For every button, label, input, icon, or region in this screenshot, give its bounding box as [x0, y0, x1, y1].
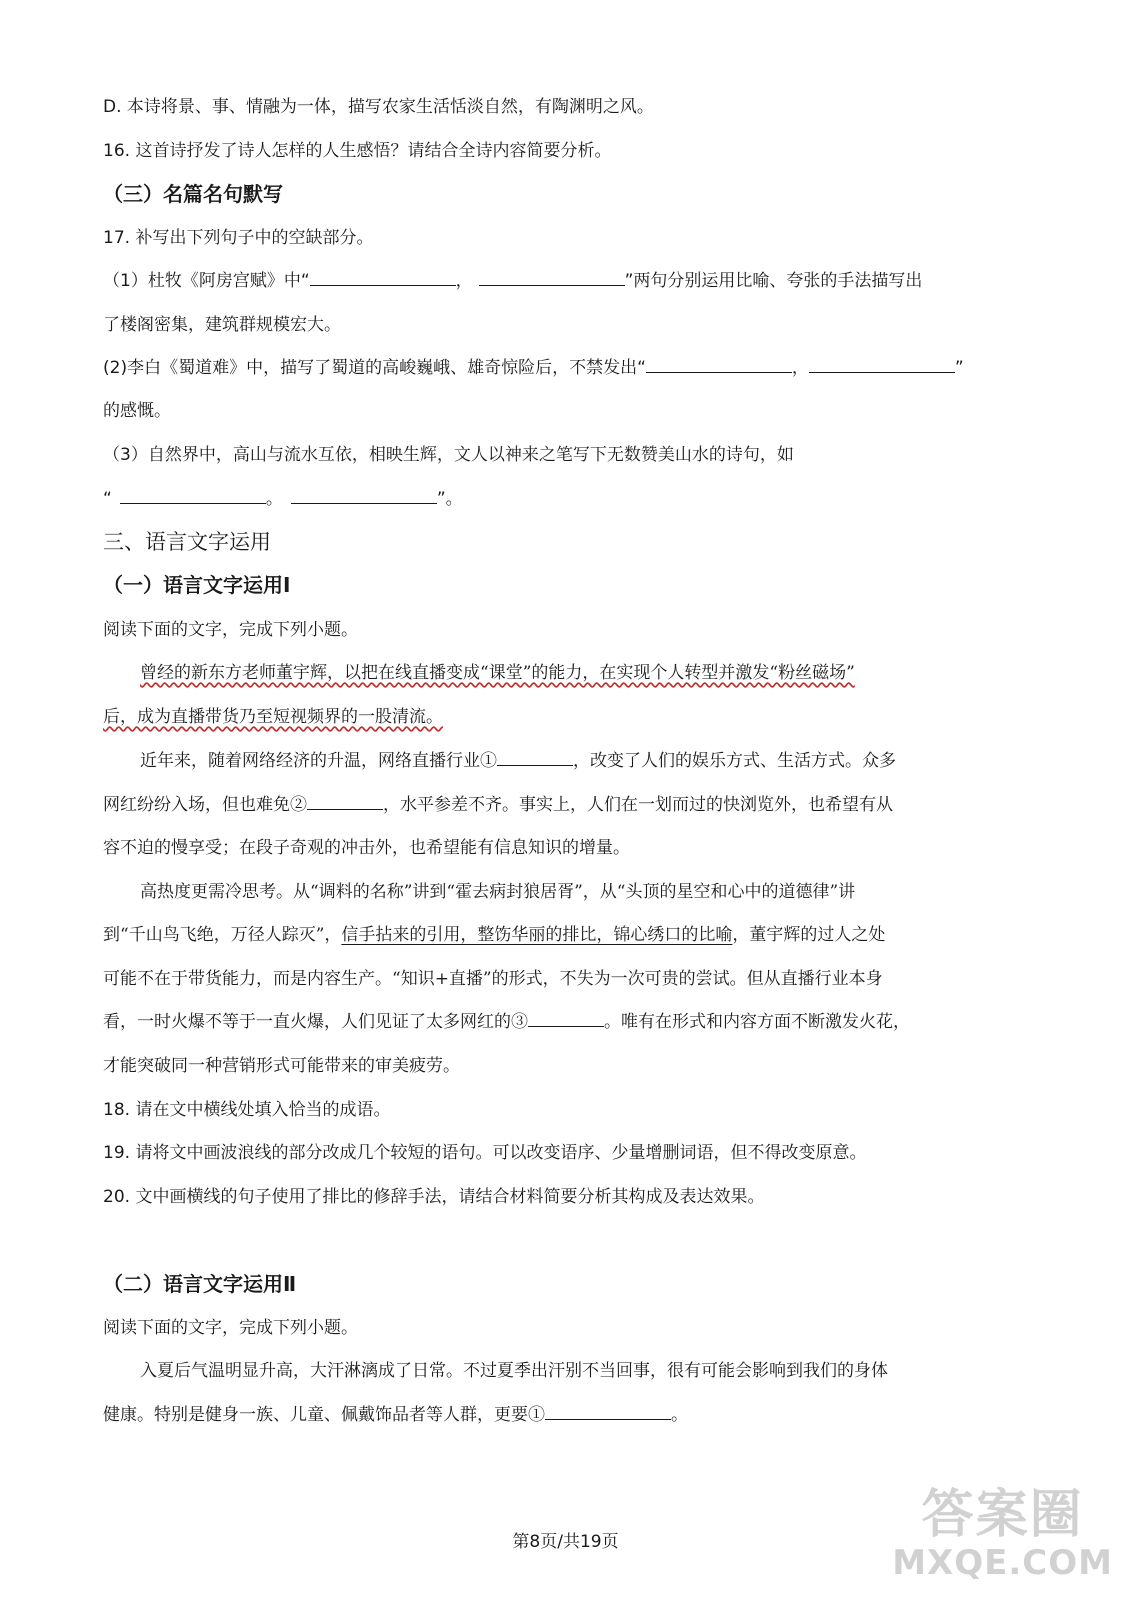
q17-3-sep: 。	[265, 489, 283, 509]
passage-line: 高热度更需冷思考。从“调料的名称”讲到“霍去病封狼居胥”，从“头顶的星空和心中的道德律”讲	[140, 882, 856, 902]
q17-2-text-a: (2)李白《蜀道难》中，描写了蜀道的高峻巍峨、雄奇惊险后，不禁发出“	[103, 358, 646, 378]
question-17-2-line1	[103, 356, 964, 380]
passage-text: ，水平参差不齐。事实上，人们在一划而过的快浏览外，也希望有从	[383, 795, 893, 815]
passage-text: ，董宇辉的过人之处	[732, 925, 886, 945]
q17-2-sep: ，	[791, 358, 809, 378]
passage-line: 容不迫的慢享受；在段子奇观的冲击外，也希望能有信息知识的增量。	[103, 838, 630, 858]
q17-3-open: “	[103, 489, 112, 509]
reading-instruction: 阅读下面的文字，完成下列小题。	[103, 620, 358, 640]
answer-blank[interactable]	[291, 487, 437, 504]
passage-line	[140, 749, 896, 773]
question-19: 19. 请将文中画波浪线的部分改成几个较短的语句。可以改变语序、少量增删词语，但不得改变原意。	[103, 1143, 867, 1163]
question-17-3-line2	[103, 487, 463, 511]
passage-text: ，改变了人们的娱乐方式、生活方式。众多	[573, 751, 896, 771]
q17-2-end: ”	[954, 358, 964, 378]
question-18: 18. 请在文中横线处填入恰当的成语。	[103, 1100, 391, 1120]
answer-blank[interactable]	[120, 487, 266, 504]
passage-text: 。	[671, 1405, 688, 1425]
passage-text: 健康。特别是健身一族、儿童、佩戴饰品者等人群，更要①	[103, 1405, 545, 1425]
question-20: 20. 文中画横线的句子使用了排比的修辞手法，请结合材料简要分析其构成及表达效果。	[103, 1187, 765, 1207]
passage-line: 入夏后气温明显升高，大汗淋漓成了日常。不过夏季出汗别不当回事，很有可能会影响到我们的身体	[140, 1361, 888, 1381]
passage-text: 近年来，随着网络经济的升温，网络直播行业①	[140, 751, 497, 771]
question-17-1-line2: 了楼阁密集，建筑群规模宏大。	[103, 315, 341, 335]
section-heading-famous-lines: （三）名篇名句默写	[103, 182, 283, 206]
question-16: 16. 这首诗抒发了诗人怎样的人生感悟？请结合全诗内容简要分析。	[103, 141, 612, 161]
question-17: 17. 补写出下列句子中的空缺部分。	[103, 228, 374, 248]
q17-1-text-b: ”两句分别运用比喻、夸张的手法描写出	[624, 271, 923, 291]
passage-line: 才能突破同一种营销形式可能带来的审美疲劳。	[103, 1056, 460, 1076]
passage-line	[103, 1403, 688, 1427]
passage-line	[103, 793, 893, 817]
watermark-logo	[892, 1486, 1113, 1582]
answer-blank[interactable]	[646, 356, 792, 373]
question-17-3-line1: （3）自然界中，高山与流水互依，相映生辉，文人以神来之笔写下无数赞美山水的诗句，如	[103, 445, 794, 465]
answer-blank[interactable]	[545, 1403, 671, 1420]
answer-blank[interactable]	[479, 269, 625, 286]
answer-blank[interactable]	[809, 356, 955, 373]
passage-line: 可能不在于带货能力，而是内容生产。“知识+直播”的形式，不失为一次可贵的尝试。但从直播行业本身	[103, 969, 883, 989]
underlined-text: 信手拈来的引用，整饬华丽的排比，锦心绣口的比喻	[341, 925, 733, 945]
passage-text: 。唯有在形式和内容方面不断激发火花，	[604, 1012, 910, 1032]
answer-blank[interactable]	[310, 269, 456, 286]
wavy-underlined-text: 曾经的新东方老师董宇辉，以把在线直播变成“课堂”的能力，在实现个人转型并激发“粉丝磁场”	[140, 663, 855, 683]
section-heading-language-1: （一）语言文字运用Ⅰ	[103, 573, 291, 597]
question-17-2-line2: 的感慨。	[103, 401, 171, 421]
watermark-cn: 答案圈	[921, 1485, 1084, 1545]
answer-blank[interactable]	[528, 1010, 604, 1027]
passage-line	[103, 923, 885, 947]
passage-line	[103, 1010, 910, 1034]
q17-1-sep: ，	[455, 271, 473, 291]
q17-1-text-a: （1）杜牧《阿房宫赋》中“	[103, 271, 310, 291]
part-3-heading: 三、语言文字运用	[103, 530, 271, 554]
option-d: D. 本诗将景、事、情融为一体，描写农家生活恬淡自然，有陶渊明之风。	[103, 97, 654, 117]
reading-instruction: 阅读下面的文字，完成下列小题。	[103, 1318, 358, 1338]
section-heading-language-2: （二）语言文字运用Ⅱ	[103, 1272, 297, 1296]
question-17-1-line1	[103, 269, 922, 293]
q17-3-end: ”。	[436, 489, 463, 509]
wavy-underlined-text: 后，成为直播带货乃至短视频界的一股清流。	[103, 707, 443, 727]
page-number: 第8页/共19页	[512, 1532, 619, 1552]
answer-blank[interactable]	[497, 749, 573, 766]
watermark-en: MXQE.COM	[892, 1543, 1113, 1583]
passage-text: 网红纷纷入场，但也难免②	[103, 795, 307, 815]
passage-text: 看，一时火爆不等于一直火爆，人们见证了太多网红的③	[103, 1012, 528, 1032]
passage-line	[140, 661, 855, 685]
passage-text: 到“千山鸟飞绝，万径人踪灭”，	[103, 925, 342, 945]
answer-blank[interactable]	[307, 793, 383, 810]
passage-line	[103, 705, 443, 729]
